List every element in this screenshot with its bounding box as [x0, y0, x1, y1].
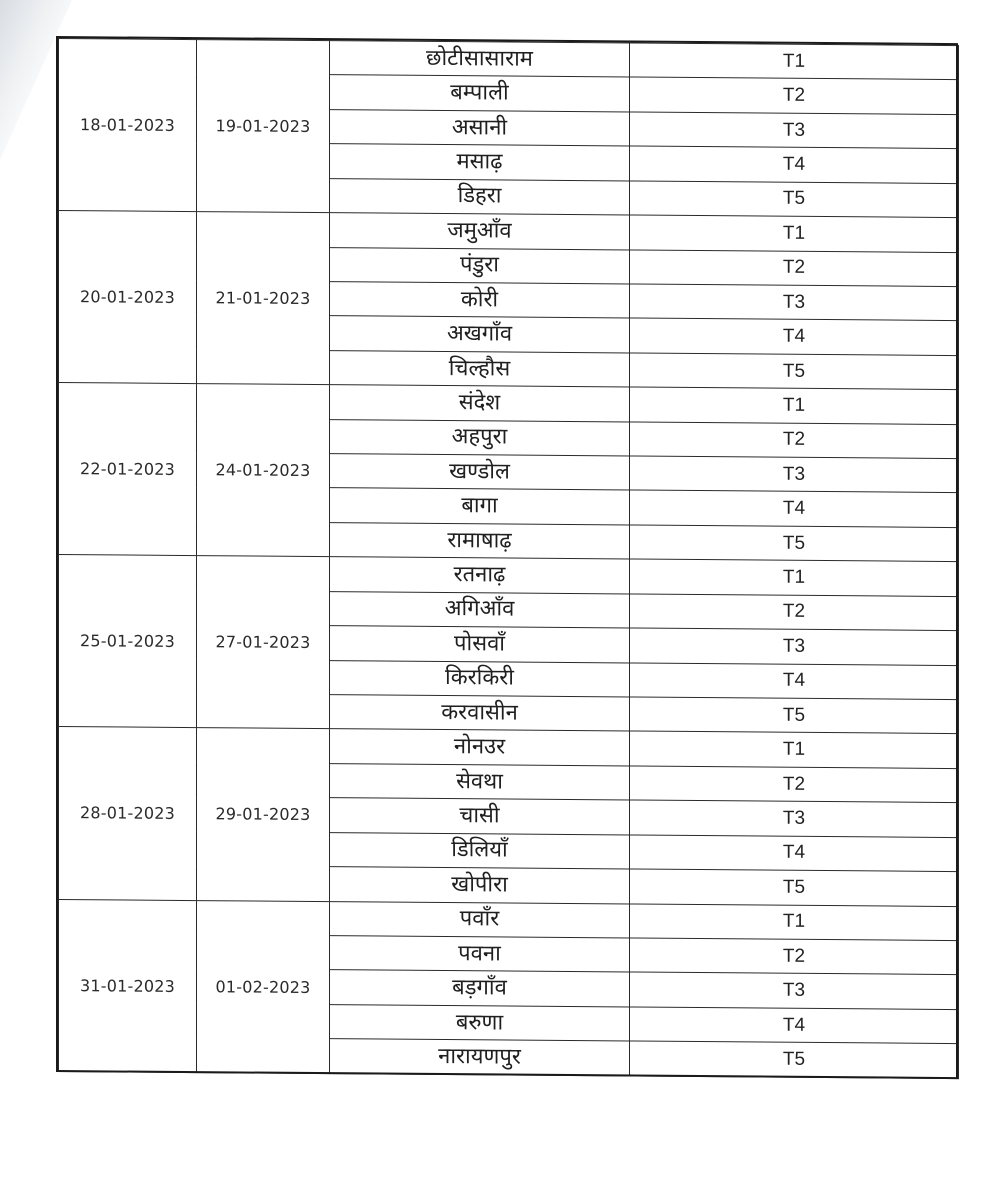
end-date-cell: 27-01-2023 [197, 556, 330, 729]
team-code-cell: T1 [630, 387, 959, 424]
village-name-cell: रामाषाढ़ [330, 523, 630, 560]
village-name-cell: बागा [330, 488, 630, 525]
end-date-cell: 19-01-2023 [197, 40, 330, 213]
team-code-cell: T3 [630, 456, 959, 493]
village-name-cell: संदेश [330, 385, 630, 422]
team-code-cell: T1 [630, 559, 959, 596]
village-name-cell: असानी [330, 109, 630, 146]
team-code-cell: T4 [630, 835, 959, 872]
team-code-cell: T3 [630, 972, 959, 1009]
team-code-cell: T2 [630, 594, 959, 631]
village-name-cell: बरुणा [330, 1004, 630, 1041]
team-code-cell: T1 [630, 43, 959, 80]
village-name-cell: पोसवाँ [330, 626, 630, 663]
table-row [59, 555, 959, 596]
start-date-cell: 28-01-2023 [59, 727, 197, 900]
village-name-cell: नारायणपुर [330, 1039, 630, 1076]
end-date-cell: 01-02-2023 [197, 900, 330, 1073]
village-name-cell: चासी [330, 798, 630, 835]
village-name-cell: डिलियाँ [330, 832, 630, 869]
team-code-cell: T3 [630, 112, 959, 149]
team-code-cell: T2 [630, 938, 959, 975]
end-date-cell: 24-01-2023 [197, 384, 330, 557]
table-row [59, 39, 959, 80]
team-code-cell: T1 [630, 215, 959, 252]
village-name-cell: पंडुरा [330, 247, 630, 284]
table-row [59, 383, 959, 424]
team-code-cell: T4 [630, 146, 959, 183]
team-code-cell: T1 [630, 731, 959, 768]
village-name-cell: बम्पाली [330, 75, 630, 112]
start-date-cell: 31-01-2023 [59, 899, 197, 1073]
team-code-cell: T5 [630, 353, 959, 390]
village-name-cell: पवना [330, 936, 630, 973]
village-name-cell: अखगाँव [330, 316, 630, 353]
start-date-cell: 18-01-2023 [59, 39, 197, 212]
team-code-cell: T5 [630, 869, 959, 906]
village-name-cell: करवासीन [330, 695, 630, 732]
start-date-cell: 22-01-2023 [59, 383, 197, 556]
village-name-cell: छोटीसासाराम [330, 41, 630, 78]
village-name-cell: रतनाढ़ [330, 557, 630, 594]
village-name-cell: जमुआँव [330, 213, 630, 250]
team-code-cell: T3 [630, 628, 959, 665]
team-code-cell: T5 [630, 525, 959, 562]
team-code-cell: T5 [630, 181, 959, 218]
village-name-cell: खण्डोल [330, 454, 630, 491]
team-code-cell: T2 [630, 766, 959, 803]
team-code-cell: T4 [630, 318, 959, 355]
start-date-cell: 20-01-2023 [59, 211, 197, 384]
table-row [59, 727, 959, 768]
village-name-cell: अहपुरा [330, 419, 630, 456]
village-name-cell: खोपीरा [330, 867, 630, 904]
village-name-cell: पवाँर [330, 901, 630, 938]
team-code-cell: T2 [630, 422, 959, 459]
village-name-cell: डिहरा [330, 178, 630, 215]
team-code-cell: T4 [630, 490, 959, 527]
team-code-cell: T5 [630, 1041, 959, 1078]
table-row [59, 211, 959, 252]
team-code-cell: T1 [630, 904, 959, 941]
village-name-cell: अगिआँव [330, 591, 630, 628]
team-code-cell: T4 [630, 663, 959, 700]
schedule-body [59, 39, 959, 1079]
team-code-cell: T3 [630, 284, 959, 321]
team-code-cell: T2 [630, 250, 959, 287]
village-name-cell: किरकिरी [330, 660, 630, 697]
team-code-cell: T2 [630, 77, 959, 114]
team-code-cell: T4 [630, 1007, 959, 1044]
end-date-cell: 29-01-2023 [197, 728, 330, 901]
village-name-cell: मसाढ़ [330, 144, 630, 181]
village-name-cell: चिल्हौस [330, 350, 630, 387]
table-row [59, 899, 959, 940]
team-code-cell: T3 [630, 800, 959, 837]
village-name-cell: बड़गाँव [330, 970, 630, 1007]
start-date-cell: 25-01-2023 [59, 555, 197, 728]
village-name-cell: नोनउर [330, 729, 630, 766]
team-code-cell: T5 [630, 697, 959, 734]
end-date-cell: 21-01-2023 [197, 212, 330, 385]
schedule-table [58, 38, 959, 1079]
village-name-cell: कोरी [330, 282, 630, 319]
village-name-cell: सेवथा [330, 763, 630, 800]
